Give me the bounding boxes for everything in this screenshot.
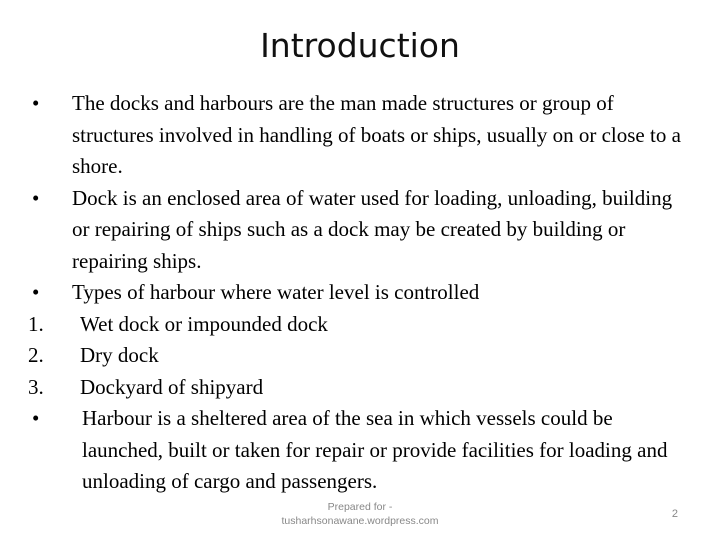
footer-line-2: tusharhsonawane.wordpress.com (281, 515, 439, 527)
list-item (28, 88, 688, 183)
list-item (28, 309, 688, 341)
list-item (28, 183, 688, 278)
slide-title: Introduction (260, 26, 460, 65)
list-item-text: Dry dock (80, 343, 159, 367)
list-item-text: Dockyard of shipyard (80, 374, 264, 399)
list-item-text: Harbour is a sheltered area of the sea in which vessels could be launched, built or taken for repair or provide facilities for loading and unloading of cargo and passengers. (82, 406, 668, 493)
number-marker: 3. (28, 374, 44, 399)
bullet-marker: • (32, 91, 40, 115)
page-number: 2 (671, 508, 678, 520)
bullet-marker: • (32, 406, 40, 430)
footer-line-1: Prepared for - (327, 501, 393, 513)
number-marker: 2. (28, 343, 44, 367)
list-item (28, 372, 688, 404)
list-item (28, 277, 688, 309)
list-item-text: Types of harbour where water level is controlled (72, 280, 480, 304)
bullet-marker: • (32, 185, 40, 210)
list-item (28, 340, 688, 372)
list-item (28, 403, 688, 498)
list-item-text: Dock is an enclosed area of water used for loading, unloading, building or repairing of ships such as a dock may be created by building or repairing ships. (72, 185, 673, 273)
slide-footer (260, 500, 460, 528)
number-marker: 1. (28, 311, 44, 336)
list-item-text: The docks and harbours are the man made structures or group of structures involved in handling of boats or ships, usually on or close to a shore. (72, 91, 681, 178)
bullet-marker: • (32, 280, 40, 304)
content-list (28, 88, 688, 498)
list-item-text: Wet dock or impounded dock (80, 311, 328, 336)
